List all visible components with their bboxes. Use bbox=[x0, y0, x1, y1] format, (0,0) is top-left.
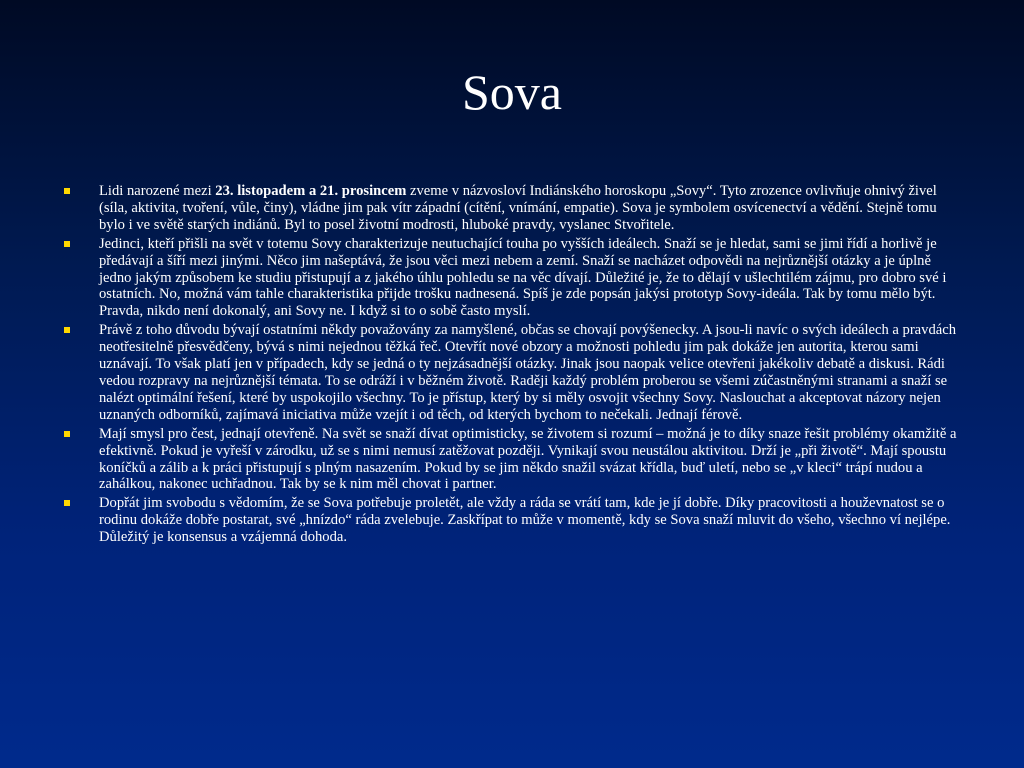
bullet-item bbox=[64, 183, 962, 234]
bullet-text: Jedinci, kteří přišli na svět v totemu Sovy charakterizuje neutuchající touha po vyšších ideálech. Snaží se je hledat, sami se jimi řídí a horlivě je předávají a šíří mezi jinými. Něco jim našeptává, že jsou věci mezi nebem a zemí. Snaží se nacházet odpovědi na nejrůznější otázky a je úplně jedno jakým způsobem ke studiu přistupují a z jakého úhlu pohledu se na věc dívají. Důležité je, že to dělají v ušlechtilém zájmu, pro dobro své i ostatních. No, možná vám tahle charakteristika přijde trošku nadnesená. Spíš je zde popsán jakýsi prototyp Sovy-ideála. Tak by tomu mělo být. Pravda, nikdo není dokonalý, ani Sovy ne. I když si to o sobě často myslí. bbox=[99, 235, 947, 320]
slide-title: Sova bbox=[462, 64, 562, 120]
bullet-text: Dopřát jim svobodu s vědomím, že se Sova potřebuje proletět, ale vždy a ráda se vrátí tam, kde je jí dobře. Díky pracovitosti a houževnatost se o rodinu dokáže dobře postarat, své „hnízdo“ ráda zvelebuje. Zaskřípat to může v momentě, kdy se Sova snaží mluvit do všeho, všechno ví nejlépe. Důležitý je konsensus a vzájemná dohoda. bbox=[99, 495, 951, 546]
bullet-text: Právě z toho důvodu bývají ostatními někdy považovány za namyšlené, občas se chovají povýšenecky. A jsou-li navíc o svých ideálech a pravdách neotřesitelně přesvědčeny, bývá s nimi nejednou těžká řeč. Otevřít nové obzory a možnosti pohledu jim pak dokáže jen autorita, kterou sami uznávají. To však platí jen v případech, kdy se jedná o ty nejzásadnější otázky. Jinak jsou naopak velice otevřeni jakékoliv debatě a diskusi. Rádi vedou rozpravy na nejrůznější témata. To se odráží i v běžném životě. Raději každý problém proberou se všemi zúčastněnými stranami a snaží se nalézt optimální řešení, které by uspokojilo všechny. To je přístup, který by si měly osvojit všechny Sovy. Naslouchat a akceptovat názory nejen uznaných odborníků, zajímavá iniciativa může vzejít i od těch, od kterých bychom to nečekali. Jednají férově. bbox=[99, 322, 957, 423]
bullet-item bbox=[64, 322, 962, 423]
square-bullet-icon bbox=[64, 241, 70, 247]
square-bullet-icon bbox=[64, 500, 70, 506]
bullet-text-after: zveme v názvosloví Indiánského horoskopu „Sovy“. Tyto zrozence ovlivňuje ohnivý živel (síla, aktivita, tvoření, vůle, činy), vládne jim pak vítr západní (cítění, vnímání, empatie). Sova je symbolem osvícenectví a vědění. Stejně tomu bylo i ve světě starých indiánů. Byl to posel životní modrosti, hluboké pravdy, vyslanec Stvořitele. bbox=[99, 183, 937, 233]
bullet-list bbox=[64, 183, 962, 548]
square-bullet-icon bbox=[64, 188, 70, 194]
bullet-item bbox=[64, 426, 962, 494]
square-bullet-icon bbox=[64, 327, 70, 333]
bullet-item bbox=[64, 495, 962, 546]
bullet-text: Mají smysl pro čest, jednají otevřeně. Na svět se snaží dívat optimisticky, se životem si rozumí – možná je to díky snaze řešit problémy okamžitě a efektivně. Pokud je vyřeší v zárodku, už se s nimi nemusí zatěžovat později. Vynikají svou neustálou aktivitou. Drží je „při životě“. Mají spoustu koníčků a zálib a k práci přistupují s plným nasazením. Pokud by se jim někdo snažil svázat křídla, buď uletí, nebo se „v kleci“ trápí nudou a zahálkou, nakonec uchřadnou. Tak by se k nim měl chovat i partner. bbox=[99, 425, 957, 493]
bullet-text-bold: 23. listopadem a 21. prosincem bbox=[215, 183, 407, 199]
square-bullet-icon bbox=[64, 431, 70, 437]
bullet-text-before: Lidi narozené mezi bbox=[99, 183, 216, 199]
bullet-item bbox=[64, 236, 962, 321]
